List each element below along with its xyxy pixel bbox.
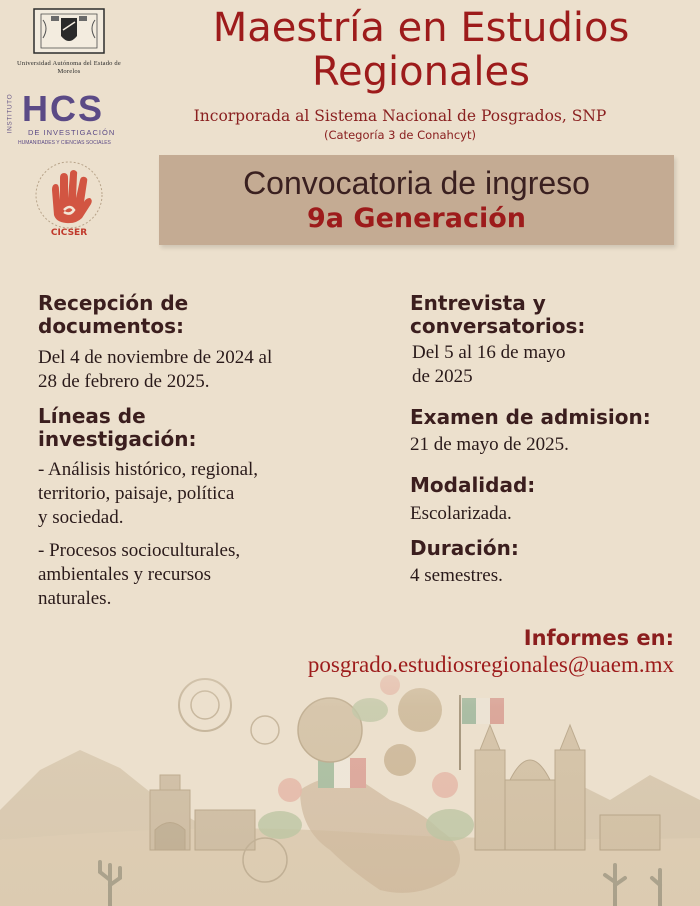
duration-heading: Duración: — [410, 536, 519, 560]
interview-heading: Entrevista y conversatorios: — [410, 291, 586, 338]
title-line-1: Maestría en Estudios — [212, 5, 630, 51]
exam-text: 21 de mayo de 2025. — [410, 434, 569, 455]
research-lines-heading: Líneas de investigación: — [38, 404, 197, 451]
title-line-2: Regionales — [311, 49, 530, 95]
exam-heading: Examen de admision: — [410, 405, 651, 429]
uaem-logo — [14, 8, 124, 76]
uaem-crest-icon — [33, 8, 105, 54]
reception-text: Del 4 de noviembre de 2024 al 28 de febrero de 2025. — [38, 347, 273, 392]
reception-heading: Recepción de documentos: — [38, 291, 189, 338]
hcs-letters: HCS — [22, 88, 105, 129]
modality-heading: Modalidad: — [410, 473, 536, 497]
uaem-name: Universidad Autónoma del Estado de Morelos — [17, 60, 121, 75]
hcs-vertical-text: INSTITUTO — [6, 93, 14, 134]
research-line-2: - Procesos socioculturales, ambientales y recursos naturales. — [38, 540, 241, 609]
hcs-logo — [8, 90, 128, 150]
cicser-label: CICSER — [50, 228, 88, 238]
modality-text: Escolarizada. — [410, 503, 512, 524]
contact-email[interactable]: posgrado.estudiosregionales@uaem.mx — [307, 652, 674, 677]
call-banner — [159, 155, 674, 245]
subtitle: Incorporada al Sistema Nacional de Posgrados, SNP — [193, 107, 607, 125]
subtitle-category: (Categoría 3 de Conahcyt) — [324, 128, 476, 142]
banner-title: Convocatoria de ingreso — [243, 165, 590, 201]
hcs-subtitle: DE INVESTIGACIÓN — [28, 128, 116, 137]
page-title — [148, 6, 694, 94]
interview-text: Del 5 al 16 de mayo de 2025 — [412, 342, 566, 387]
contact-heading: Informes en: — [523, 626, 674, 650]
cicser-logo — [24, 160, 114, 244]
research-line-1: - Análisis histórico, regional, territorio, paisaje, política y sociedad. — [38, 459, 259, 528]
banner-generation: 9a Generación — [307, 203, 526, 234]
duration-text: 4 semestres. — [410, 565, 503, 586]
hand-icon — [24, 160, 114, 230]
hcs-subtitle-small: HUMANIDADES Y CIENCIAS SOCIALES — [18, 140, 111, 146]
